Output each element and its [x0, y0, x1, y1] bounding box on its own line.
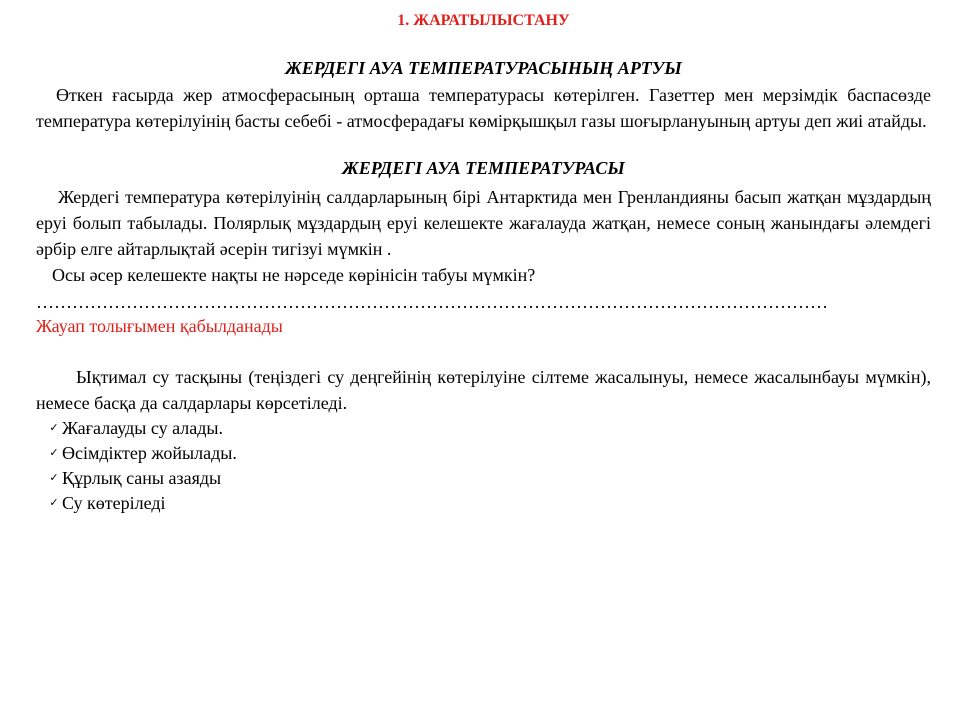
answer-status: Жауап толығымен қабылданады: [36, 316, 283, 336]
checkmark-icon: ✓: [49, 472, 59, 484]
answer-blank-line: ……………………………………………………………………………………………………………………: [36, 292, 828, 312]
checkmark-icon: ✓: [49, 422, 59, 434]
answer-bullet-list: [46, 416, 237, 516]
list-item: ✓ Жағалауды су алады.: [46, 416, 237, 441]
list-item: ✓ Өсімдіктер жойылады.: [46, 441, 237, 466]
list-item: ✓ Құрлық саны азаяды: [46, 466, 237, 491]
checkmark-icon: ✓: [49, 447, 59, 459]
question-text: Осы әсер келешекте нақты не нәрседе көрінісін табуы мүмкін?: [52, 265, 536, 285]
list-item: ✓ Су көтеріледі: [46, 491, 237, 516]
checkmark-icon: ✓: [49, 497, 59, 509]
main-title: ЖЕРДЕГІ АУА ТЕМПЕРАТУРАСЫНЫҢ АРТУЫ: [285, 58, 682, 78]
paragraph-2: Жердегі температура көтерілуінің салдарларының бірі Антарктида мен Гренландияны басып жатқан мұздардың еруі болып табылады. Полярлық мұздардың еруі келешекте жағалауда жатқан, немесе соның жанындағы әлемдегі әрбір елге айтарлықтай әсерін тигізуі мүмкін .: [36, 187, 931, 259]
paragraph-1: Өткен ғасырда жер атмосферасының орташа температурасы көтерілген. Газеттер мен мерзімдік баспасөзде температура көтерілуінің басты себебі - атмосферадағы көмірқышқыл газы шоғырлануының артуы деп жиі атайды.: [36, 85, 931, 131]
explanation-text: Ықтимал су тасқыны (теңіздегі су деңгейінің көтерілуіне сілтеме жасалынуы, немесе жасалынбауы мүмкін), немесе басқа да салдарлары көрсетіледі.: [36, 367, 931, 413]
subtitle: ЖЕРДЕГІ АУА ТЕМПЕРАТУРАСЫ: [342, 158, 625, 178]
section-heading: 1. ЖАРАТЫЛЫСТАНУ: [397, 12, 570, 29]
